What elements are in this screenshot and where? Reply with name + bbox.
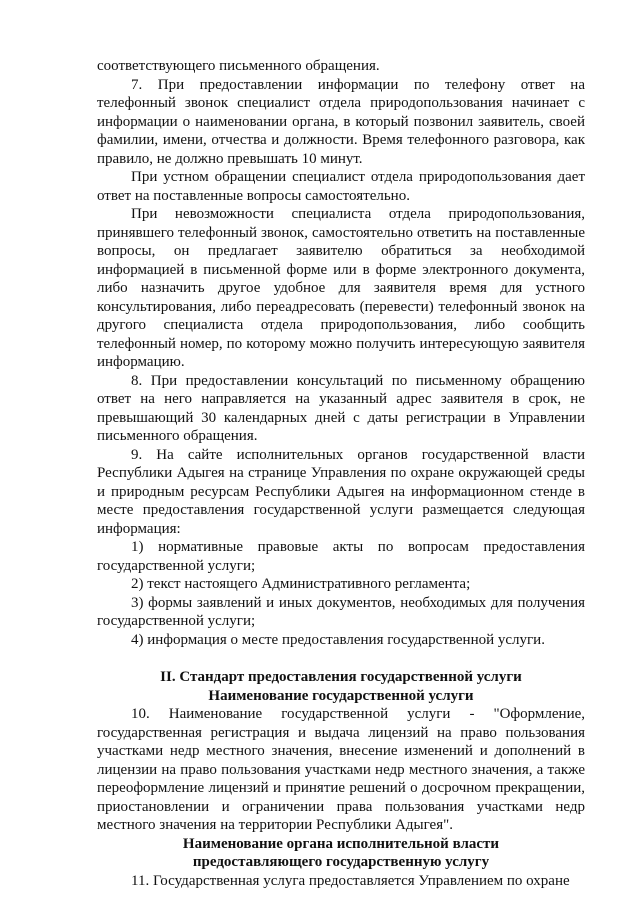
paragraph-7: 7. При предоставлении информации по телефону ответ на телефонный звонок специалист отдела природопользования начинает с информации о наименовании органа, в который позвонил заявитель, своей фамилии, имени, отчества и должности. Время телефонного разговора, как правило, не должно превышать 10 минут.: [97, 76, 585, 167]
paragraph-7-oral: При устном обращении специалист отдела природопользования дает ответ на поставленные вопросы самостоятельно.: [97, 169, 585, 204]
section-2-title: II. Стандарт предоставления государственной услуги: [160, 669, 522, 685]
list-item-2: 2) текст настоящего Административного регламента;: [131, 576, 471, 592]
paragraph-11: 11. Государственная услуга предоставляется Управлением по охране: [131, 872, 570, 889]
section-spacer: [97, 649, 585, 668]
organ-heading-line-2: предоставляющего государственную услугу: [192, 854, 490, 870]
paragraph-10: 10. Наименование государственной услуги - "Оформление, государственная регистрация и выдача лицензий на право пользования участками недр местного значения, внесение изменений и дополнений в лицензии на право пользования участками недр местного значения, а также переоформление лицензий и принятие решений о досрочном прекращении, приостановлении и ограничении права пользования участками недр местного значения на территории Республики Адыгея".: [97, 706, 585, 833]
paragraph-9: 9. На сайте исполнительных органов государственной власти Республики Адыгея на странице Управления по охране окружающей среды и природным ресурсам Республики Адыгея на информационном стенде в месте предоставления государственной услуги размещается следующая информация:: [97, 446, 585, 537]
section-2-subtitle: Наименование государственной услуги: [208, 687, 474, 704]
organ-heading-line-1: Наименование органа исполнительной власти: [182, 835, 500, 852]
list-item-1: 1) нормативные правовые акты по вопросам предоставления государственной услуги;: [97, 539, 585, 574]
paragraph-continuation: соответствующего письменного обращения.: [97, 58, 380, 74]
paragraph-7-redirect: При невозможности специалиста отдела природопользования, принявшего телефонный звонок, самостоятельно ответить на поставленные вопросы, он предлагает заявителю обратиться за необходимой информацией в письменной форме или в форме электронного документа, либо назначить другое удобное для заявителя время для устного консультирования, либо переадресовать (перевести) телефонный звонок на другого специалиста отдела природопользования, либо сообщить телефонный номер, по которому можно получить интересующую заявителя информацию.: [97, 206, 585, 370]
list-item-3: 3) формы заявлений и иных документов, необходимых для получения государственной услуги;: [97, 594, 585, 629]
paragraph-8: 8. При предоставлении консультаций по письменному обращению ответ на него направляется на указанный адрес заявителя в срок, не превышающий 30 календарных дней с даты регистрации в Управлении письменного обращения.: [97, 372, 585, 444]
document-page: [97, 57, 585, 890]
list-item-4: 4) информация о месте предоставления государственной услуги.: [131, 631, 545, 648]
